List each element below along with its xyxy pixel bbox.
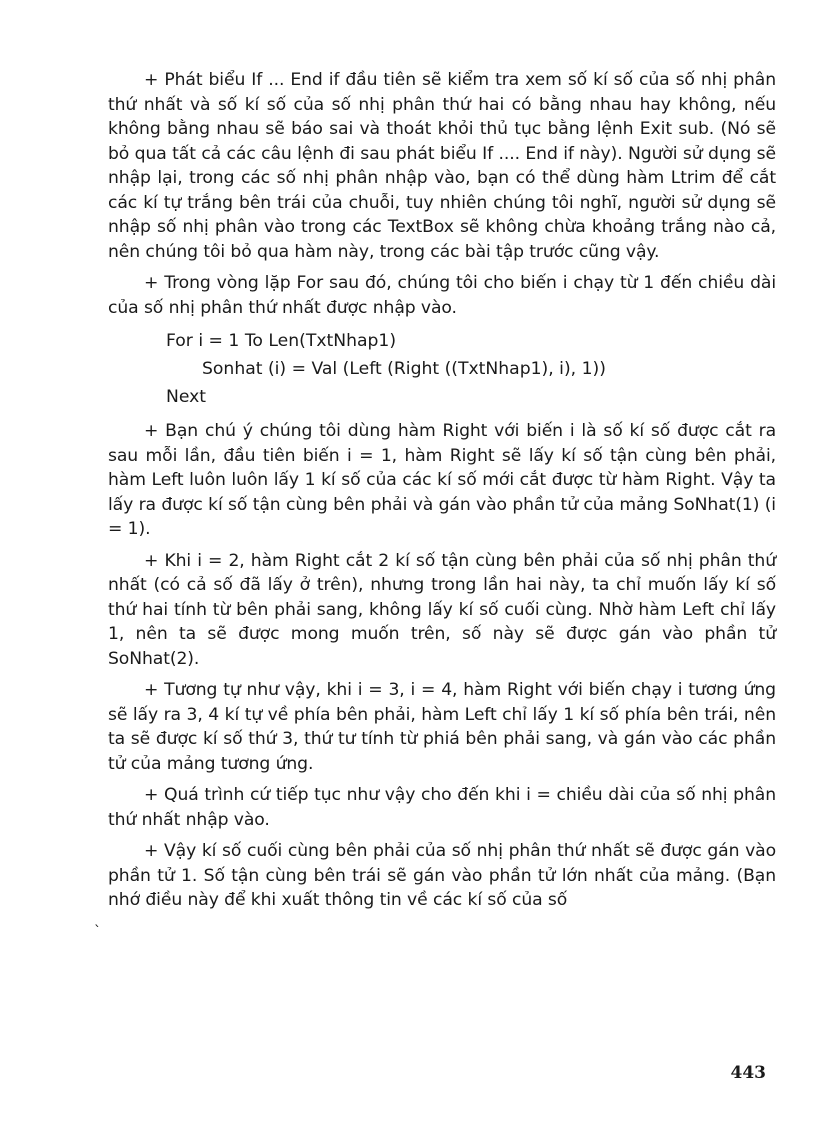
paragraph-for-loop: + Trong vòng lặp For sau đó, chúng tôi cho biến i chạy từ 1 đến chiều dài của số nhị phân thứ nhất được nhập vào.	[108, 273, 776, 318]
page-content	[108, 68, 776, 920]
code-block	[108, 327, 776, 411]
code-line-assign: Sonhat (i) = Val (Left (Right ((TxtNhap1), i), 1))	[202, 359, 606, 379]
paragraph-i-equals-2: + Khi i = 2, hàm Right cắt 2 kí số tận cùng bên phải của số nhị phân thứ nhất (có cả số đã lấy ở trên), nhưng trong lần hai này, ta chỉ muốn lấy kí số thứ hai tính từ bên phải sang, không lấy kí số cuối cùng. Nhờ hàm Left chỉ lấy 1, nên ta sẽ được mong muốn trên, số này sẽ được gán vào phần tử SoNhat(2).	[108, 550, 776, 669]
code-line-for: For i = 1 To Len(TxtNhap1)	[166, 331, 397, 351]
paragraph-if-statement: + Phát biểu If ... End if đầu tiên sẽ kiểm tra xem số kí số của số nhị phân thứ nhất và số kí số của số nhị phân thứ hai có bằng nhau hay không, nếu không bằng nhau sẽ báo sai và thoát khỏi thủ tục bằng lệnh Exit sub. (Nó sẽ bỏ qua tất cả các câu lệnh đi sau phát biểu If .... End if này). Người sử dụng sẽ nhập lại, trong các số nhị phân nhập vào, bạn có thể dùng hàm Ltrim để cắt các kí tự trắng bên trái của chuỗi, tuy nhiên chúng tôi nghĩ, người sử dụng sẽ nhập số nhị phân vào trong các TextBox sẽ không chừa khoảng trắng nào cả, nên chúng tôi bỏ qua hàm này, trong các bài tập trước cũng vậy.	[108, 70, 776, 262]
page-number: 443	[730, 1063, 766, 1083]
code-line-next: Next	[166, 387, 207, 407]
stray-mark: `	[94, 924, 101, 940]
paragraph-right-function: + Bạn chú ý chúng tôi dùng hàm Right với biến i là số kí số được cắt ra sau mỗi lần, đầu tiên biến i = 1, hàm Right sẽ lấy kí số tận cùng bên phải, hàm Left luôn luôn lấy 1 kí số của các kí số mới cắt được từ hàm Right. Vậy ta lấy ra được kí số tận cùng bên phải và gán vào phần tử của mảng SoNhat(1) (i = 1).	[108, 421, 776, 539]
paragraph-loop-continues: + Quá trình cứ tiếp tục như vậy cho đến khi i = chiều dài của số nhị phân thứ nhất nhập vào.	[108, 785, 776, 830]
paragraph-i-equals-3-4: + Tương tự như vậy, khi i = 3, i = 4, hàm Right với biến chạy i tương ứng sẽ lấy ra 3, 4 kí tự về phía bên phải, hàm Left chỉ lấy 1 kí số phía bên trái, nên ta sẽ được kí số thứ 3, thứ tư tính từ phiá bên phải sang, và gán vào các phần tử của mảng tương ứng.	[108, 680, 776, 774]
paragraph-last-digit: + Vậy kí số cuối cùng bên phải của số nhị phân thứ nhất sẽ được gán vào phần tử 1. Số tận cùng bên trái sẽ gán vào phần tử lớn nhất của mảng. (Bạn nhớ điều này để khi xuất thông tin về các kí số của số	[108, 841, 776, 910]
